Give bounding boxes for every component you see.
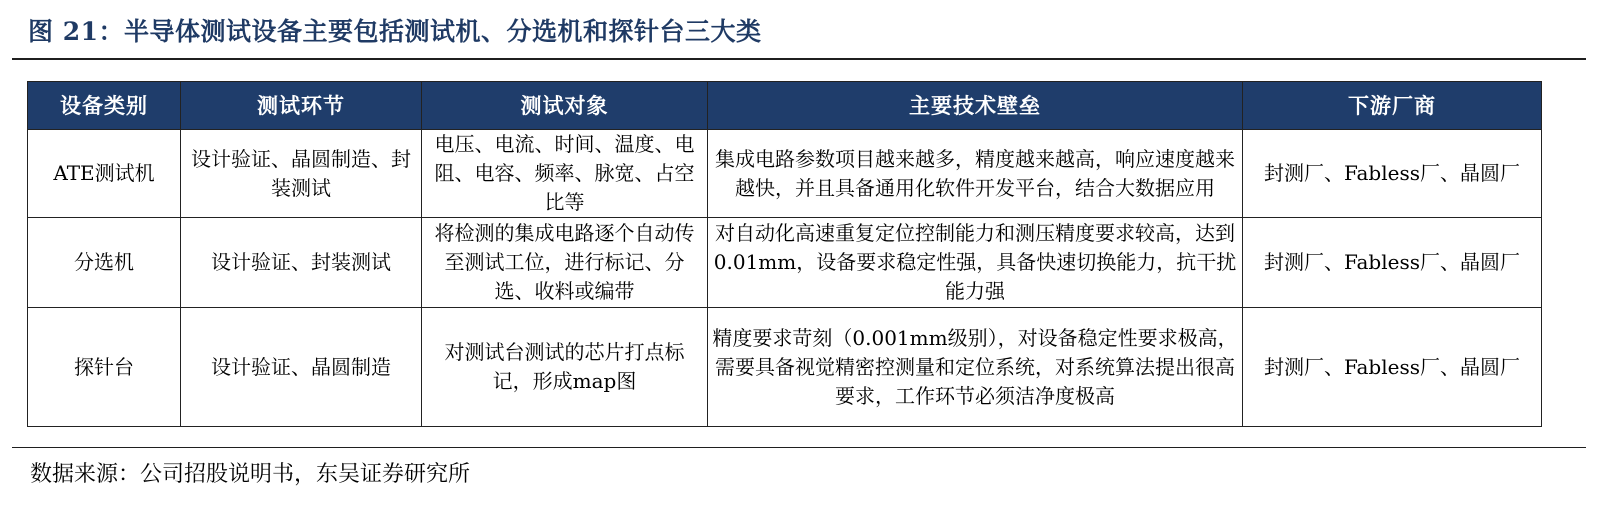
- title-divider: [12, 58, 1586, 60]
- cell-category: 探针台: [28, 308, 181, 427]
- header-test-stage: 测试环节: [181, 82, 422, 130]
- cell-downstream: 封测厂、Fabless厂、晶圆厂: [1243, 218, 1542, 308]
- cell-category: ATE测试机: [28, 130, 181, 218]
- cell-test-object: 对测试台测试的芯片打点标记，形成map图: [422, 308, 708, 427]
- cell-category: 分选机: [28, 218, 181, 308]
- cell-tech-barrier: 对自动化高速重复定位控制能力和测压精度要求较高，达到0.01mm，设备要求稳定性强，具备快速切换能力，抗干扰能力强: [708, 218, 1243, 308]
- cell-downstream: 封测厂、Fabless厂、晶圆厂: [1243, 130, 1542, 218]
- table-header-row: [28, 82, 1542, 130]
- table-row: [28, 218, 1542, 308]
- cell-test-object: 将检测的集成电路逐个自动传至测试工位，进行标记、分选、收料或编带: [422, 218, 708, 308]
- source-divider: [12, 447, 1586, 448]
- cell-test-stage: 设计验证、晶圆制造: [181, 308, 422, 427]
- header-tech-barrier: 主要技术壁垒: [708, 82, 1243, 130]
- table-row: [28, 308, 1542, 427]
- cell-tech-barrier: 精度要求苛刻（0.001mm级别），对设备稳定性要求极高，需要具备视觉精密控测量和定位系统，对系统算法提出很高要求，工作环节必须洁净度极高: [708, 308, 1243, 427]
- cell-test-object: 电压、电流、时间、温度、电阻、电容、频率、脉宽、占空比等: [422, 130, 708, 218]
- data-source-note: 数据来源：公司招股说明书，东吴证券研究所: [30, 462, 471, 487]
- header-downstream: 下游厂商: [1243, 82, 1542, 130]
- cell-test-stage: 设计验证、封装测试: [181, 218, 422, 308]
- cell-test-stage: 设计验证、晶圆制造、封装测试: [181, 130, 422, 218]
- figure-title: 图 21：半导体测试设备主要包括测试机、分选机和探针台三大类: [28, 17, 762, 46]
- table-row: [28, 130, 1542, 218]
- cell-downstream: 封测厂、Fabless厂、晶圆厂: [1243, 308, 1542, 427]
- equipment-table: [27, 81, 1542, 427]
- cell-tech-barrier: 集成电路参数项目越来越多，精度越来越高，响应速度越来越快，并且具备通用化软件开发平台，结合大数据应用: [708, 130, 1243, 218]
- header-test-object: 测试对象: [422, 82, 708, 130]
- header-category: 设备类别: [28, 82, 181, 130]
